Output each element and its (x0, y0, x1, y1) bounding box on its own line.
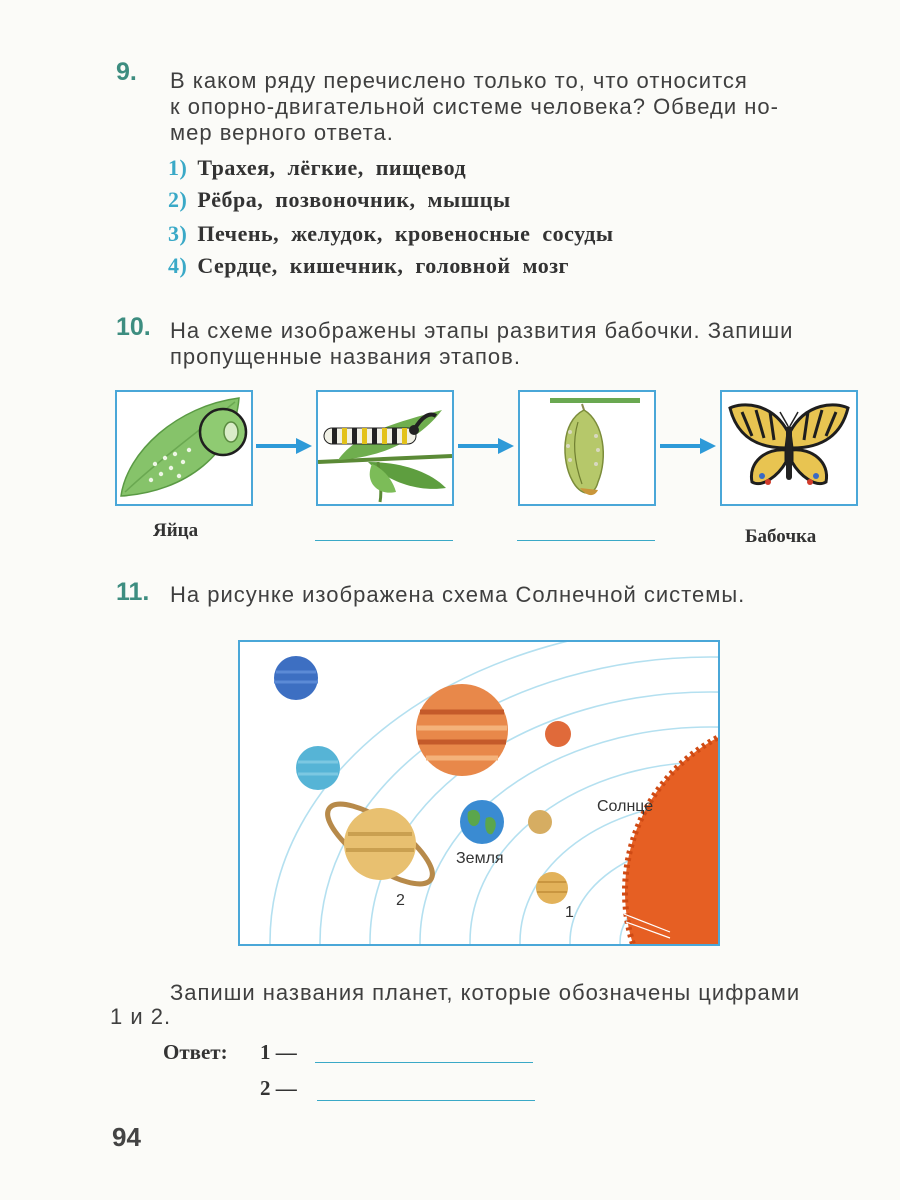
q9-option-2-text: Рёбра, позвоночник, мышцы (197, 187, 511, 212)
label-planet-2: 2 (396, 892, 405, 909)
q9-option-2-number[interactable]: 2) (168, 187, 188, 212)
label-planet-1: 1 (565, 904, 574, 921)
answer-row-1-label: 1 — (260, 1040, 297, 1064)
answer-2-line[interactable] (317, 1100, 535, 1101)
question-9-line-3: мер верного ответа. (170, 120, 394, 145)
stage-pupa-image (518, 390, 656, 506)
arrow-icon (256, 438, 312, 454)
question-11-number: 11. (116, 578, 150, 606)
answer-label: Ответ: (163, 1040, 228, 1064)
question-9-line-2: к опорно-двигательной системе человека? Обведи но- (170, 94, 779, 119)
stage-eggs-image (115, 390, 253, 506)
question-11-task-line-2: 1 и 2. (110, 1004, 172, 1029)
q9-option-1-text: Трахея, лёгкие, пищевод (197, 155, 467, 180)
stage-3-answer-line[interactable] (517, 540, 655, 541)
stage-butterfly-image (720, 390, 858, 506)
stage-label-butterfly: Бабочка (745, 526, 817, 547)
solar-system-diagram (238, 640, 720, 946)
q9-option-4[interactable] (168, 253, 569, 279)
q9-option-3-number[interactable]: 3) (168, 221, 188, 246)
arrow-icon (660, 438, 716, 454)
question-11-text: На рисунке изображена схема Солнечной системы. (170, 582, 746, 607)
answer-row-2-label: 2 — (260, 1076, 297, 1100)
question-9-line-1: В каком ряду перечислено только то, что относится (170, 68, 748, 93)
question-11-task-line-1: Запиши названия планет, которые обозначены цифрами (170, 980, 801, 1005)
q9-option-3[interactable] (168, 221, 614, 247)
question-10-line-1: На схеме изображены этапы развития бабочки. Запиши (170, 318, 794, 343)
answer-1-line[interactable] (315, 1062, 533, 1063)
q9-option-4-number[interactable]: 4) (168, 253, 188, 278)
stage-caterpillar-image (316, 390, 454, 506)
question-10-number: 10. (116, 313, 151, 341)
arrow-icon (458, 438, 514, 454)
stage-label-eggs: Яйца (153, 520, 199, 541)
q9-option-1[interactable] (168, 155, 466, 181)
q9-option-3-text: Печень, желудок, кровеносные сосуды (197, 221, 614, 246)
question-9-number: 9. (116, 58, 137, 86)
label-sun: Солнце (597, 798, 654, 815)
q9-option-4-text: Сердце, кишечник, головной мозг (197, 253, 570, 278)
page-number: 94 (112, 1122, 141, 1152)
q9-option-1-number[interactable]: 1) (168, 155, 188, 180)
question-10-line-2: пропущенные названия этапов. (170, 344, 521, 369)
label-earth: Земля (456, 850, 504, 867)
stage-2-answer-line[interactable] (315, 540, 453, 541)
q9-option-2[interactable] (168, 187, 511, 213)
